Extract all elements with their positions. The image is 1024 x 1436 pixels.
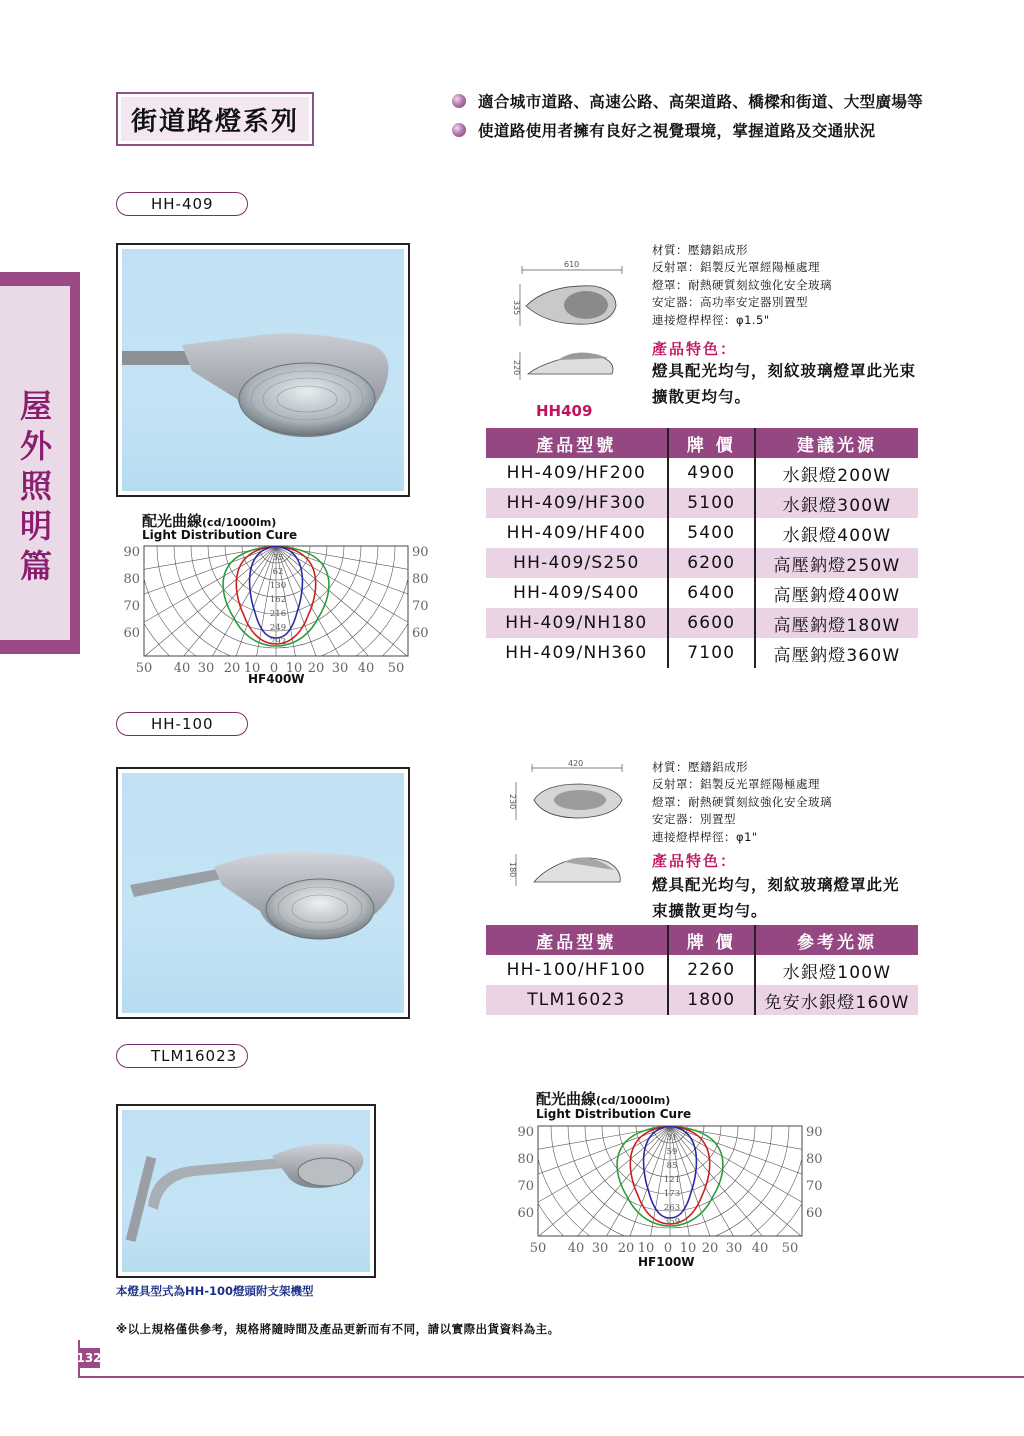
bottom-tick-label: 30 — [725, 1241, 743, 1254]
cell-source: 水銀燈400W — [782, 525, 892, 546]
dim-width-text: 420 — [568, 759, 584, 768]
feature-title-hh409: 產品特色： — [652, 340, 738, 358]
page-number: 132 — [78, 1348, 100, 1368]
product-photo-hh409 — [116, 243, 410, 497]
cell-price: 7100 — [668, 638, 755, 668]
bottom-tick-label: 50 — [387, 661, 405, 674]
ring-value-label: 162 — [269, 595, 287, 605]
cell-source: 高壓鈉燈180W — [755, 608, 918, 638]
left-tick-label: 90 — [517, 1125, 534, 1140]
ring-value-label: 216 — [269, 609, 287, 619]
bottom-tick-label: 10 — [243, 661, 261, 674]
dimension-drawing-hh409 — [508, 256, 628, 386]
chart-title-hh100 — [536, 1088, 670, 1109]
bullet-1 — [452, 90, 923, 112]
cell-model: HH-409/S400 — [513, 583, 640, 603]
table-row — [486, 548, 918, 578]
cell-model: HH-409/S250 — [486, 548, 668, 578]
cell-price: 6400 — [668, 578, 755, 608]
cell-model: HH-409/HF400 — [506, 523, 646, 543]
cell-model: TLM16023 — [486, 985, 668, 1015]
spec-line: 材質：壓鑄鋁成形 — [652, 760, 748, 774]
table-row — [486, 985, 918, 1015]
feature-title-hh100: 產品特色： — [652, 852, 738, 870]
right-tick-label: 90 — [806, 1125, 823, 1140]
cell-model: HH-409/HF200 — [506, 463, 646, 483]
bottom-tick-label: 10 — [637, 1241, 655, 1254]
cell-price: 2260 — [668, 955, 755, 985]
chart-title-en: Light Distribution Cure — [536, 1107, 692, 1121]
ring-value-label: 59 — [666, 1147, 678, 1157]
chart-title-cn: 配光曲線 — [536, 1090, 597, 1108]
ring-value-label: 263 — [663, 1203, 681, 1213]
table-row — [486, 638, 918, 668]
left-tick-label: 90 — [123, 545, 140, 560]
bottom-tick-label: 20 — [701, 1241, 719, 1254]
spec-line: 安定器：別置型 — [652, 812, 736, 827]
feature-text-hh409: 燈具配光均勻，刻紋玻璃燈罩此光束擴散更均勻。 — [652, 362, 917, 406]
bottom-tick-label: 40 — [357, 661, 375, 674]
bottom-tick-label: 0 — [663, 1241, 673, 1254]
ring-value-label: 62 — [272, 567, 284, 577]
chart-caption-hh409: HF400W — [248, 672, 305, 686]
chart-caption-hh100: HF100W — [638, 1255, 695, 1269]
model-label-tlm16023: TLM16023 — [116, 1044, 248, 1068]
bullet-text: 適合城市道路、高速公路、高架道路、橋樑和街道、大型廣場等 — [478, 93, 924, 111]
dim-width-text: 610 — [564, 260, 580, 269]
street-lamp-icon — [122, 1110, 370, 1272]
model-label-hh100: HH-100 — [116, 712, 248, 736]
col-header-price: 牌 價 — [668, 428, 755, 458]
dim-height-text: 230 — [508, 794, 517, 810]
cell-model: HH-409/NH360 — [505, 643, 648, 663]
left-tick-label: 80 — [517, 1152, 534, 1167]
right-tick-label: 60 — [806, 1206, 823, 1221]
table-row — [486, 458, 918, 488]
cell-source: 免安水銀燈160W — [755, 985, 918, 1015]
price-table-hh409 — [486, 428, 918, 668]
specs-hh100 — [652, 759, 832, 846]
bottom-tick-label: 0 — [269, 661, 279, 674]
bottom-tick-label: 20 — [223, 661, 241, 674]
spec-line: 材質：壓鑄鋁成形 — [652, 243, 748, 257]
street-lamp-icon — [122, 773, 404, 1013]
bottom-tick-label: 20 — [307, 661, 325, 674]
bottom-tick-label: 10 — [679, 1241, 697, 1254]
cell-price: 5100 — [668, 488, 755, 518]
cell-source: 水銀燈300W — [755, 488, 918, 518]
spec-line: 燈罩：耐熱硬質刻紋強化安全玻璃 — [652, 277, 832, 292]
tlm16023-caption: 本燈具型式為HH-100燈頭附支架機型 — [116, 1284, 314, 1298]
dimension-drawing-hh100 — [504, 758, 634, 890]
bottom-tick-label: 40 — [173, 661, 191, 674]
cell-price: 1800 — [668, 985, 755, 1015]
model-label-hh409: HH-409 — [116, 192, 248, 216]
right-tick-label: 80 — [806, 1152, 823, 1167]
feature-text-hh100-2: 束擴散更均勻。 — [652, 902, 768, 920]
cell-source: 高壓鈉燈250W — [755, 548, 918, 578]
bottom-tick-label: 20 — [617, 1241, 635, 1254]
spec-line: 燈罩：耐熱硬質刻紋強化安全玻璃 — [652, 794, 832, 809]
series-title: 街道路燈系列 — [116, 92, 314, 146]
right-tick-label: 80 — [412, 572, 429, 587]
table-header-row — [486, 428, 918, 458]
right-tick-label: 70 — [806, 1179, 823, 1194]
footer-note: ※以上規格僅供參考，規格將隨時間及產品更新而有不同，請以實際出貨資料為主。 — [116, 1322, 560, 1336]
ring-value-label: 359 — [663, 1217, 681, 1227]
bullet-dot-icon — [452, 123, 466, 137]
section-label: 屋外照明篇 — [19, 387, 52, 585]
ring-value-label: 130 — [269, 581, 287, 591]
cell-source: 高壓鈉燈360W — [773, 645, 901, 666]
right-tick-label: 60 — [412, 626, 429, 641]
left-tick-label: 70 — [123, 599, 140, 614]
drawing-label-hh409: HH409 — [536, 402, 593, 420]
side-section-tab — [0, 272, 80, 654]
table-row — [486, 608, 918, 638]
street-lamp-icon — [122, 249, 404, 491]
ring-value-label: 85 — [666, 1161, 678, 1171]
spec-line: 連接燈桿桿徑：φ1.5" — [652, 312, 770, 327]
cell-price: 4900 — [668, 458, 755, 488]
bottom-tick-label: 50 — [781, 1241, 799, 1254]
col-header-source: 參考光源 — [755, 925, 918, 955]
table-row — [486, 518, 918, 548]
chart-title-en: Light Distribution Cure — [142, 528, 298, 542]
cell-price: 6600 — [668, 608, 755, 638]
cell-source: 高壓鈉燈400W — [773, 585, 901, 606]
product-photo-hh100 — [116, 767, 410, 1019]
cell-price: 6200 — [668, 548, 755, 578]
spec-line: 安定器：高功率安定器別置型 — [652, 295, 808, 310]
bottom-tick-label: 30 — [197, 661, 215, 674]
cell-model: HH-409/NH180 — [486, 608, 668, 638]
dim-depth-text: 220 — [512, 360, 521, 376]
cell-source: 水銀燈100W — [782, 962, 892, 983]
bullet-dot-icon — [452, 94, 466, 108]
cell-source: 水銀燈200W — [782, 465, 892, 486]
col-header-price: 牌 價 — [668, 925, 755, 955]
col-header-model: 產品型號 — [486, 428, 668, 458]
ring-value-label: 121 — [663, 1175, 681, 1185]
light-distribution-chart-hh100 — [506, 1120, 836, 1254]
ring-value-label: 173 — [663, 1189, 681, 1199]
left-tick-label: 70 — [517, 1179, 534, 1194]
specs-hh409 — [652, 242, 832, 329]
bottom-tick-label: 30 — [591, 1241, 609, 1254]
light-distribution-chart-hh409 — [112, 540, 442, 674]
table-header-row — [486, 925, 918, 955]
cell-model: HH-100/HF100 — [506, 960, 646, 980]
right-tick-label: 90 — [412, 545, 429, 560]
bottom-tick-label: 40 — [567, 1241, 585, 1254]
cell-price: 5400 — [668, 518, 755, 548]
ring-value-label: 249 — [269, 623, 287, 633]
table-row — [486, 955, 918, 985]
ring-value-label: 35 — [272, 553, 284, 563]
col-header-source: 建議光源 — [755, 428, 918, 458]
bottom-tick-label: 50 — [135, 661, 153, 674]
table-row — [486, 578, 918, 608]
cell-model: HH-409/HF300 — [486, 488, 668, 518]
ring-value-label: 292 — [269, 637, 287, 647]
bottom-tick-label: 10 — [285, 661, 303, 674]
product-photo-tlm16023 — [116, 1104, 376, 1278]
chart-title-unit: (cd/1000lm) — [596, 1094, 671, 1107]
col-header-model: 產品型號 — [486, 925, 668, 955]
spec-line: 連接燈桿桿徑：φ1" — [652, 829, 758, 844]
feature-text-hh100-1: 燈具配光均勻，刻紋玻璃燈罩此光 — [652, 876, 900, 894]
chart-title-unit: (cd/1000lm) — [202, 516, 277, 529]
bottom-rule — [78, 1376, 1024, 1378]
bullet-text: 使道路使用者擁有良好之視覺環境，掌握道路及交通狀況 — [478, 122, 876, 140]
spec-line: 反射罩：鋁製反光罩經陽極處理 — [652, 777, 820, 792]
dim-height-text: 335 — [512, 300, 521, 316]
ring-value-label: 31 — [666, 1133, 678, 1143]
right-tick-label: 70 — [412, 599, 429, 614]
bottom-tick-label: 50 — [529, 1241, 547, 1254]
left-tick-label: 60 — [123, 626, 140, 641]
dim-depth-text: 180 — [508, 862, 517, 878]
table-row — [486, 488, 918, 518]
spec-line: 反射罩：鋁製反光罩經陽極處理 — [652, 260, 820, 275]
bottom-tick-label: 40 — [751, 1241, 769, 1254]
left-tick-label: 80 — [123, 572, 140, 587]
bottom-tick-label: 30 — [331, 661, 349, 674]
chart-title-cn: 配光曲線 — [142, 512, 203, 530]
left-tick-label: 60 — [517, 1206, 534, 1221]
price-table-hh100 — [486, 925, 918, 1015]
bullet-2 — [452, 119, 876, 141]
